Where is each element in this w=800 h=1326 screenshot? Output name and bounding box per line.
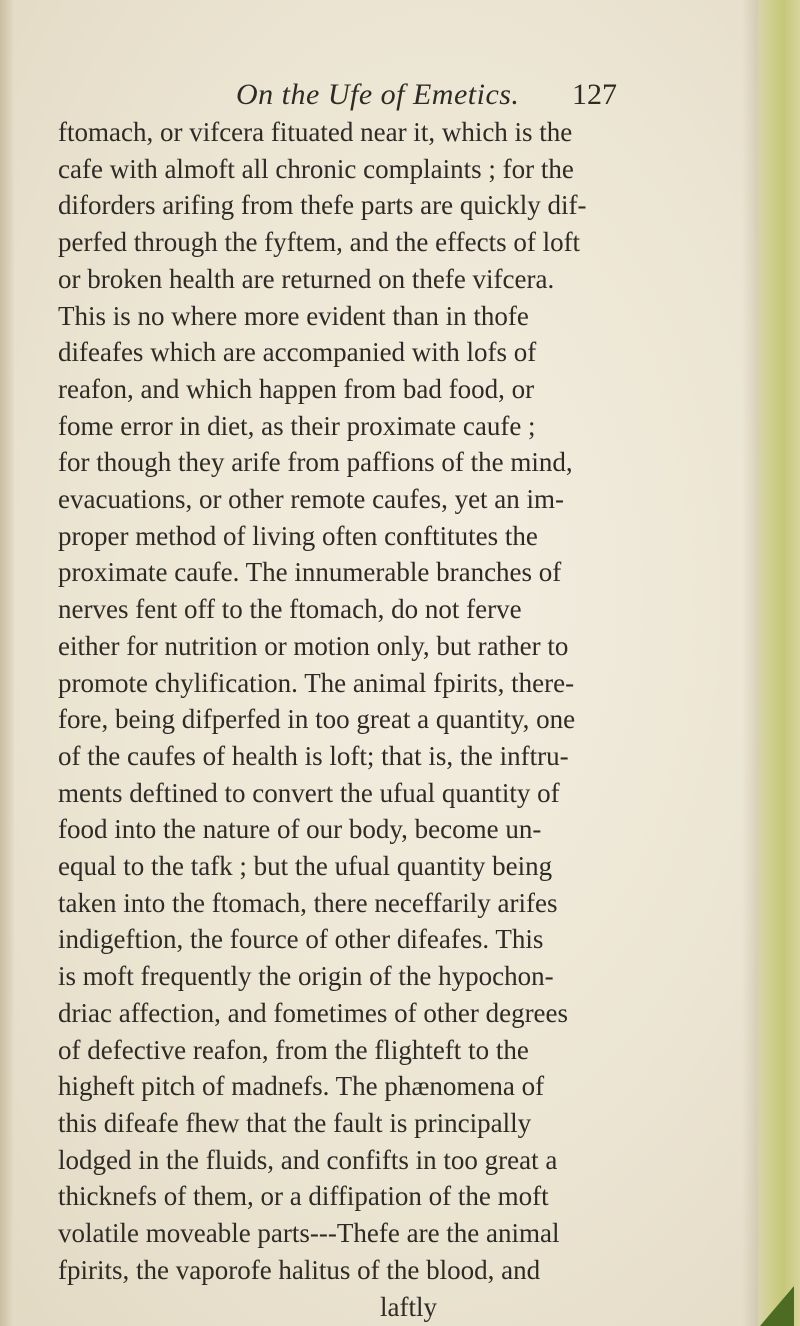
- text-line: fome error in diet, as their proximate caufe ;: [58, 410, 536, 441]
- text-line: fpirits, the vaporofe halitus of the blood, and: [58, 1254, 541, 1285]
- text-line: cafe with almoft all chronic complaints ; for the: [58, 153, 574, 184]
- text-line: fore, being difperfed in too great a quantity, one: [58, 704, 576, 735]
- text-line: evacuations, or other remote caufes, yet an im-: [58, 484, 565, 515]
- text-line: taken into the ftomach, there neceffarily arifes: [58, 887, 558, 918]
- body-text: [58, 114, 648, 1325]
- page-number: 127: [572, 78, 617, 111]
- text-line: this difeafe fhew that the fault is principally: [58, 1107, 532, 1138]
- text-line: for though they arife from paffions of the mind,: [58, 447, 573, 478]
- text-line: higheft pitch of madnefs. The phænomena of: [58, 1071, 545, 1102]
- book-spine-edge: [758, 0, 800, 1326]
- text-line: proximate caufe. The innumerable branches of: [58, 557, 562, 588]
- text-line: of defective reafon, from the flighteft to the: [58, 1034, 529, 1065]
- text-line: difeafes which are accompanied with lofs of: [58, 337, 537, 368]
- text-line: indigeftion, the fource of other difeafes. This: [58, 924, 544, 955]
- catchword: laftly: [380, 1291, 437, 1322]
- text-line: This is no where more evident than in thofe: [58, 300, 529, 331]
- text-line: food into the nature of our body, become un-: [58, 814, 542, 845]
- text-line: or broken health are returned on thefe vifcera.: [58, 263, 555, 294]
- text-line: lodged in the fluids, and confifts in too great a: [58, 1144, 558, 1175]
- text-line: diforders arifing from thefe parts are quickly dif-: [58, 190, 587, 221]
- running-head: On the Ufe of Emetics.: [236, 78, 520, 111]
- text-line: volatile moveable parts---Thefe are the animal: [58, 1218, 560, 1249]
- text-line: thicknefs of them, or a diffipation of the moft: [58, 1181, 549, 1212]
- gutter-shadow: [742, 0, 758, 1326]
- page-left-edge: [0, 0, 14, 1326]
- text-line: promote chylification. The animal fpirits, there-: [58, 667, 575, 698]
- corner-mark: [760, 1286, 794, 1326]
- text-line: ftomach, or vifcera fituated near it, which is the: [58, 117, 573, 147]
- text-line: of the caufes of health is loft; that is, the inftru-: [58, 740, 569, 771]
- text-line: nerves fent off to the ftomach, do not ferve: [58, 594, 522, 625]
- text-line: ments deftined to convert the ufual quantity of: [58, 777, 560, 808]
- text-line: is moft frequently the origin of the hypochon-: [58, 961, 554, 992]
- text-line: driac affection, and fometimes of other degrees: [58, 997, 569, 1028]
- text-line: reafon, and which happen from bad food, or: [58, 373, 535, 404]
- text-line: equal to the tafk ; but the ufual quantity being: [58, 851, 553, 882]
- text-line: either for nutrition or motion only, but rather to: [58, 630, 569, 661]
- text-line: proper method of living often conftitutes the: [58, 520, 538, 551]
- text-line: perfed through the fyftem, and the effects of loft: [58, 227, 581, 258]
